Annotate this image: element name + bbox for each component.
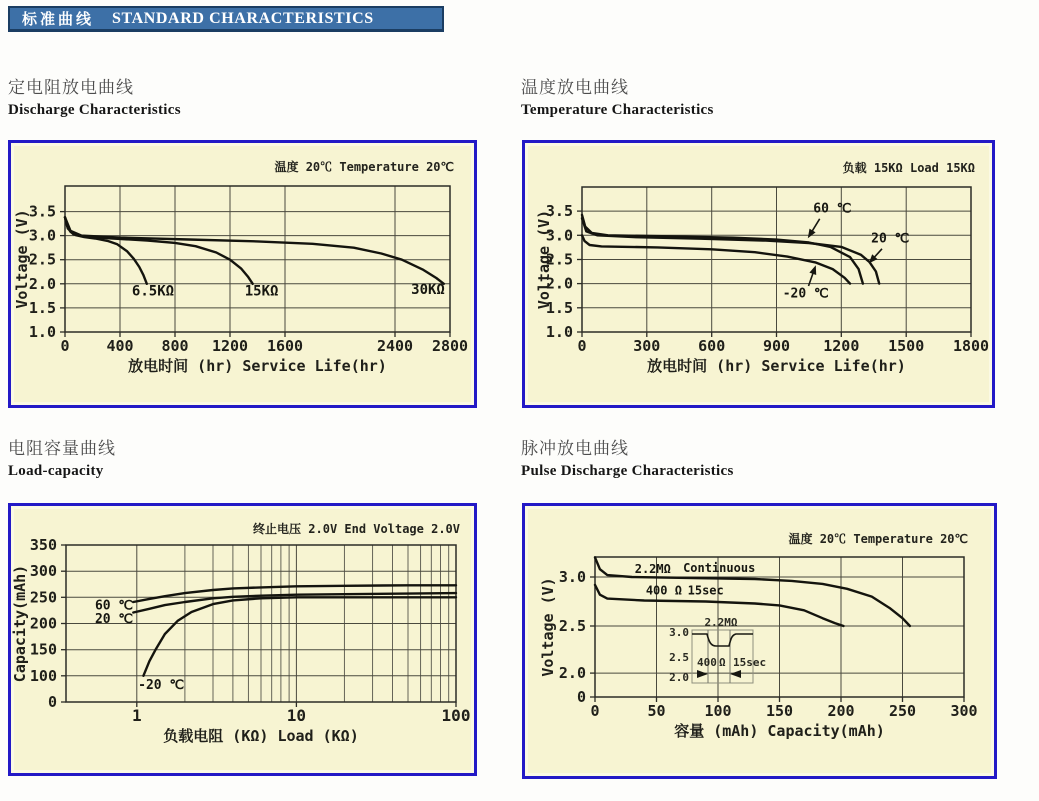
curve-label: 15KΩ	[244, 283, 279, 300]
chart-panel-pulse-discharge	[522, 503, 997, 779]
curve-label: 60 ℃	[94, 598, 134, 614]
y-tick-label: 1.5	[28, 298, 56, 317]
section-title-zh: 电阻容量曲线	[8, 439, 116, 458]
x-tick-label: 1200	[823, 337, 860, 355]
section-title-zh: 定电阻放电曲线	[8, 78, 134, 97]
y-tick-label: 2.5	[558, 617, 586, 635]
chart-canvas-3	[525, 506, 994, 776]
inset-y-label: 2.0	[669, 671, 689, 684]
inset-y-label: 3.0	[669, 626, 689, 639]
x-tick-label: 300	[633, 337, 661, 355]
section-title-discharge	[8, 73, 488, 119]
plot-frame	[65, 186, 450, 332]
inset-top-label: 2.2MΩ	[704, 616, 738, 629]
y-tick-label: 1.0	[545, 323, 573, 341]
banner-title-zh: 标准曲线	[22, 11, 95, 28]
curve-label: 400 Ω	[645, 583, 682, 598]
curve-label: 20 ℃	[871, 231, 910, 247]
curve-label: 60 ℃	[813, 201, 852, 217]
x-tick-label: 1600	[266, 337, 304, 355]
chart-canvas-2	[11, 506, 474, 773]
inset-arrow-left	[730, 670, 741, 678]
axis-title-x: 放电时间 (hr) Service Life(hr)	[647, 357, 906, 375]
series-6.5KΩ	[65, 217, 147, 283]
curve-label: 6.5KΩ	[131, 283, 175, 300]
chart-panel-temperature	[522, 140, 995, 408]
x-tick-label: 0	[60, 337, 70, 355]
x-tick-label: 50	[647, 702, 666, 720]
x-tick-label: 2400	[376, 337, 414, 355]
x-tick-label: 100	[441, 706, 471, 725]
curve-label: -20 ℃	[782, 286, 829, 302]
series-15KΩ	[65, 217, 253, 283]
y-tick-label: 3.5	[28, 202, 56, 221]
series-30KΩ	[65, 217, 444, 283]
y-tick-label: 0	[47, 693, 57, 711]
chart-canvas-0	[11, 143, 474, 405]
x-tick-label: 600	[698, 337, 726, 355]
standard-characteristics-banner	[8, 6, 444, 32]
y-tick-label: 150	[29, 640, 57, 659]
y-tick-label: 2.5	[28, 250, 56, 269]
x-tick-label: 300	[950, 702, 978, 720]
axis-title-y: Capacity(mAh)	[11, 564, 29, 683]
axis-title-x: 容量 (mAh) Capacity(mAh)	[674, 722, 885, 740]
section-title-en: Temperature Characteristics	[521, 102, 714, 118]
chart-panel-discharge	[8, 140, 477, 408]
y-tick-label: 1.5	[545, 298, 573, 317]
x-tick-label: 100	[704, 702, 732, 720]
section-title-zh: 脉冲放电曲线	[521, 439, 629, 458]
x-tick-label: 1200	[211, 337, 249, 355]
axis-title-x: 负载电阻 (KΩ) Load (KΩ)	[163, 727, 359, 745]
x-tick-label: 10	[286, 706, 307, 725]
y-tick-label: 3.0	[545, 226, 573, 245]
y-tick-label: 300	[29, 562, 57, 581]
inset-y-label: 2.5	[669, 651, 689, 664]
section-title-temperature	[521, 73, 1001, 119]
chart-canvas-1	[525, 143, 992, 405]
y-tick-label: 350	[29, 536, 57, 554]
section-title-pulse-discharge	[521, 434, 1001, 480]
inset-pulse-omega: Ω	[719, 656, 726, 669]
chart-panel-load-capacity	[8, 503, 477, 776]
x-tick-label: 800	[161, 337, 189, 355]
pointer-arrowhead	[808, 229, 816, 239]
chart-annotation: 温度 20℃ Temperature 20℃	[274, 160, 454, 174]
chart-annotation: 终止电压 2.0V End Voltage 2.0V	[253, 522, 460, 536]
curve-label: 15sec	[687, 583, 724, 598]
x-tick-label: 150	[765, 702, 794, 720]
chart-annotation: 负载 15KΩ Load 15KΩ	[842, 161, 975, 175]
y-tick-label: 200	[29, 614, 57, 633]
y-tick-label: 100	[29, 666, 57, 685]
x-tick-label: 2800	[431, 337, 469, 355]
chart-annotation: 温度 20℃ Temperature 20℃	[788, 532, 968, 546]
section-title-load-capacity	[8, 434, 488, 480]
section-title-en: Load-capacity	[8, 463, 104, 479]
y-tick-label: 0	[576, 688, 586, 706]
inset-pulse-load: 400	[697, 656, 717, 669]
pulse-waveform	[692, 634, 753, 646]
section-title-zh: 温度放电曲线	[521, 78, 629, 97]
x-tick-label: 1800	[952, 337, 990, 355]
section-title-en: Discharge Characteristics	[8, 102, 181, 118]
y-tick-label: 3.0	[28, 226, 56, 245]
y-tick-label: 3.0	[558, 568, 586, 586]
banner-title-en: STANDARD CHARACTERISTICS	[112, 9, 374, 27]
y-tick-label: 2.0	[545, 274, 573, 293]
x-tick-label: 0	[577, 337, 587, 355]
y-tick-label: 2.5	[545, 250, 573, 269]
x-tick-label: 0	[590, 702, 600, 720]
axis-title-x: 放电时间 (hr) Service Life(hr)	[128, 357, 387, 375]
x-tick-label: 1500	[888, 337, 925, 355]
axis-title-y: Voltage (V)	[13, 209, 31, 309]
y-tick-label: 250	[29, 588, 57, 607]
pointer-arrowhead	[809, 265, 816, 275]
y-tick-label: 2.0	[28, 274, 56, 293]
y-tick-label: 2.0	[558, 664, 586, 683]
y-tick-label: 3.5	[545, 202, 573, 221]
axis-title-y: Voltage (V)	[535, 209, 553, 310]
curve-label: 2.2MΩ	[634, 562, 671, 577]
x-tick-label: 250	[888, 702, 917, 720]
axis-title-y: Voltage (V)	[539, 577, 557, 677]
curve-label: 30KΩ	[411, 282, 445, 299]
curve-label: -20 ℃	[138, 678, 185, 694]
x-tick-label: 200	[827, 702, 855, 720]
curve-label: 20 ℃	[94, 611, 134, 627]
inset-pulse-duration: 15sec	[733, 656, 767, 669]
x-tick-label: 900	[762, 337, 791, 355]
curve-label: Continuous	[683, 561, 756, 576]
series--20℃	[143, 597, 456, 676]
section-title-en: Pulse Discharge Characteristics	[521, 463, 734, 479]
x-tick-label: 1	[131, 706, 142, 725]
y-tick-label: 1.0	[28, 323, 56, 341]
x-tick-label: 400	[106, 337, 134, 355]
inset-arrow-right	[697, 670, 708, 678]
